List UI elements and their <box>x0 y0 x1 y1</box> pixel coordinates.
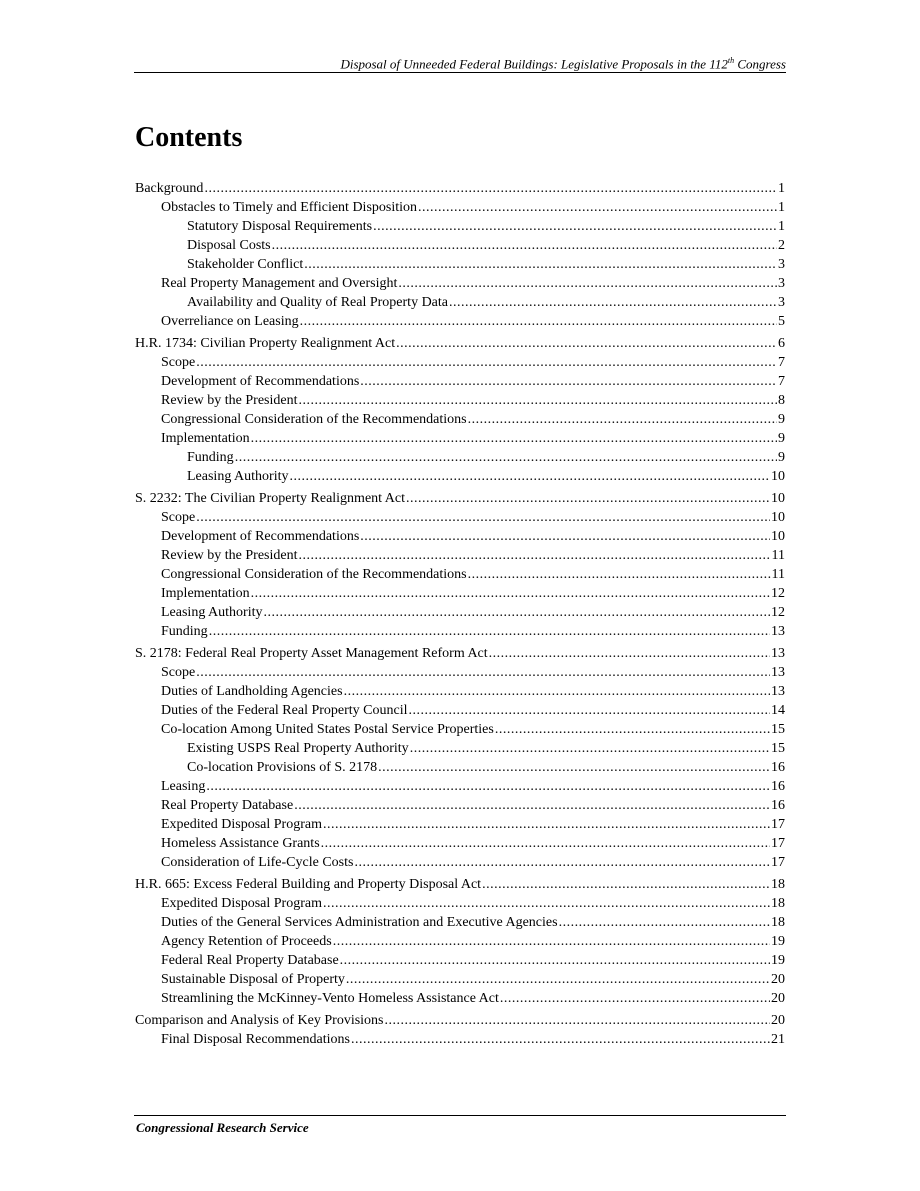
toc-entry-page: 1 <box>778 200 785 215</box>
toc-entry-title: Overreliance on Leasing <box>161 314 299 329</box>
toc-leader-dots <box>378 758 770 777</box>
toc-entry-title: Scope <box>161 665 196 680</box>
toc-entry-title: Background <box>135 181 204 196</box>
toc-entry[interactable] <box>135 429 785 448</box>
toc-leader-dots <box>398 274 777 293</box>
toc-entry-page: 11 <box>771 567 785 582</box>
toc-leader-dots <box>300 312 777 331</box>
toc-entry[interactable] <box>135 970 785 989</box>
toc-entry[interactable] <box>135 777 785 796</box>
toc-entry-page: 10 <box>771 491 785 506</box>
toc-entry-page: 2 <box>778 238 785 253</box>
toc-entry[interactable] <box>135 334 785 353</box>
toc-entry[interactable] <box>135 682 785 701</box>
running-header <box>134 56 786 72</box>
toc-leader-dots <box>196 663 770 682</box>
toc-entry[interactable] <box>135 293 785 312</box>
toc-entry-title: Development of Recommendations <box>161 374 360 389</box>
toc-leader-dots <box>251 584 770 603</box>
page-title: Contents <box>135 122 243 153</box>
header-text-end: Congress <box>734 56 786 72</box>
toc-leader-dots <box>323 894 770 913</box>
toc-entry-title: Congressional Consideration of the Recommendations <box>161 567 467 582</box>
toc-entry-title: Availability and Quality of Real Property Data <box>187 295 449 310</box>
toc-entry-page: 10 <box>771 510 785 525</box>
toc-entry-page: 19 <box>771 953 785 968</box>
toc-leader-dots <box>559 913 770 932</box>
toc-entry[interactable] <box>135 932 785 951</box>
toc-entry-page: 19 <box>771 934 785 949</box>
toc-leader-dots <box>385 1011 771 1030</box>
toc-entry-title: Review by the President <box>161 393 298 408</box>
toc-leader-dots <box>396 334 777 353</box>
toc-entry-page: 18 <box>771 915 785 930</box>
toc-leader-dots <box>409 701 771 720</box>
toc-entry-title: Co-location Provisions of S. 2178 <box>187 760 378 775</box>
toc-entry-title: Final Disposal Recommendations <box>161 1032 350 1047</box>
toc-entry-page: 18 <box>771 877 785 892</box>
toc-entry-page: 3 <box>778 276 785 291</box>
toc-leader-dots <box>272 236 777 255</box>
toc-leader-dots <box>500 989 770 1008</box>
toc-entry-page: 3 <box>778 257 785 272</box>
toc-entry-page: 15 <box>771 741 785 756</box>
toc-entry-page: 13 <box>771 624 785 639</box>
toc-entry-title: Congressional Consideration of the Recommendations <box>161 412 467 427</box>
toc-leader-dots <box>304 255 777 274</box>
toc-entry[interactable] <box>135 603 785 622</box>
toc-entry[interactable] <box>135 796 785 815</box>
toc-entry-title: H.R. 1734: Civilian Property Realignment Act <box>135 336 396 351</box>
toc-entry[interactable] <box>135 527 785 546</box>
toc-entry-page: 7 <box>778 374 785 389</box>
toc-entry-page: 12 <box>771 605 785 620</box>
toc-entry[interactable] <box>135 410 785 429</box>
toc-entry-page: 16 <box>771 760 785 775</box>
toc-entry[interactable] <box>135 255 785 274</box>
toc-leader-dots <box>354 853 770 872</box>
toc-entry-title: Sustainable Disposal of Property <box>161 972 345 987</box>
header-superscript: th <box>727 56 735 65</box>
toc-leader-dots <box>196 508 770 527</box>
toc-entry-title: S. 2232: The Civilian Property Realignment Act <box>135 491 405 506</box>
toc-entry-title: Leasing Authority <box>187 469 289 484</box>
toc-entry-page: 16 <box>771 798 785 813</box>
toc-entry-page: 14 <box>771 703 785 718</box>
toc-entry[interactable] <box>135 951 785 970</box>
toc-entry-page: 12 <box>771 586 785 601</box>
toc-entry[interactable] <box>135 565 785 584</box>
toc-entry-title: Existing USPS Real Property Authority <box>187 741 409 756</box>
toc-entry-title: Homeless Assistance Grants <box>161 836 320 851</box>
toc-entry-page: 17 <box>771 836 785 851</box>
toc-entry-title: Duties of Landholding Agencies <box>161 684 343 699</box>
toc-entry[interactable] <box>135 720 785 739</box>
toc-entry[interactable] <box>135 644 785 663</box>
toc-entry[interactable] <box>135 236 785 255</box>
toc-leader-dots <box>251 429 777 448</box>
toc-leader-dots <box>360 527 770 546</box>
toc-entry-page: 8 <box>778 393 785 408</box>
header-text: Disposal of Unneeded Federal Buildings: Legislative Proposals in the 112 <box>340 56 728 72</box>
toc-entry-page: 18 <box>771 896 785 911</box>
toc-entry[interactable] <box>135 989 785 1008</box>
toc-leader-dots <box>206 777 770 796</box>
toc-entry[interactable] <box>135 508 785 527</box>
toc-entry-title: Duties of the Federal Real Property Council <box>161 703 408 718</box>
toc-leader-dots <box>235 448 777 467</box>
toc-entry-page: 16 <box>771 779 785 794</box>
toc-leader-dots <box>373 217 777 236</box>
toc-leader-dots <box>418 198 777 217</box>
toc-leader-dots <box>290 467 771 486</box>
toc-entry-page: 20 <box>771 991 785 1006</box>
footer-rule <box>134 1115 786 1116</box>
toc-entry[interactable] <box>135 584 785 603</box>
toc-entry-title: Real Property Database <box>161 798 294 813</box>
toc-entry-title: Streamlining the McKinney-Vento Homeless Assistance Act <box>161 991 499 1006</box>
toc-entry-title: Implementation <box>161 431 250 446</box>
toc-entry[interactable] <box>135 489 785 508</box>
toc-leader-dots <box>489 644 770 663</box>
toc-entry[interactable] <box>135 1011 785 1030</box>
toc-entry[interactable] <box>135 875 785 894</box>
toc-leader-dots <box>298 546 770 565</box>
toc-entry-page: 20 <box>771 972 785 987</box>
toc-entry-page: 9 <box>778 450 785 465</box>
toc-entry-title: Expedited Disposal Program <box>161 817 322 832</box>
running-footer: Congressional Research Service <box>136 1120 309 1135</box>
toc-leader-dots <box>482 875 770 894</box>
toc-leader-dots <box>406 489 770 508</box>
toc-entry-page: 13 <box>771 646 785 661</box>
toc-entry[interactable] <box>135 217 785 236</box>
toc-entry[interactable] <box>135 179 785 198</box>
toc-entry-title: Co-location Among United States Postal Service Properties <box>161 722 494 737</box>
toc-entry-title: Obstacles to Timely and Efficient Disposition <box>161 200 418 215</box>
toc-entry[interactable] <box>135 739 785 758</box>
toc-entry[interactable] <box>135 913 785 932</box>
toc-entry-title: Implementation <box>161 586 250 601</box>
toc-entry[interactable] <box>135 834 785 853</box>
toc-entry-page: 15 <box>771 722 785 737</box>
toc-entry-title: S. 2178: Federal Real Property Asset Management Reform Act <box>135 646 488 661</box>
toc-entry[interactable] <box>135 448 785 467</box>
toc-entry-page: 10 <box>771 469 785 484</box>
toc-leader-dots <box>344 682 770 701</box>
toc-entry[interactable] <box>135 198 785 217</box>
toc-entry-title: Consideration of Life-Cycle Costs <box>161 855 354 870</box>
toc-leader-dots <box>449 293 777 312</box>
toc-leader-dots <box>321 834 770 853</box>
toc-entry[interactable] <box>135 274 785 293</box>
toc-entry-title: Expedited Disposal Program <box>161 896 322 911</box>
toc-entry[interactable] <box>135 546 785 565</box>
toc-entry[interactable] <box>135 467 785 486</box>
toc-leader-dots <box>333 932 770 951</box>
table-of-contents <box>135 176 785 1049</box>
toc-entry-title: Funding <box>161 624 208 639</box>
header-rule <box>134 72 786 73</box>
toc-leader-dots <box>294 796 770 815</box>
toc-entry-page: 7 <box>778 355 785 370</box>
toc-entry-title: Duties of the General Services Administration and Executive Agencies <box>161 915 558 930</box>
toc-leader-dots <box>468 410 777 429</box>
toc-entry-page: 1 <box>778 181 785 196</box>
toc-entry[interactable] <box>135 758 785 777</box>
toc-entry-title: Statutory Disposal Requirements <box>187 219 373 234</box>
toc-leader-dots <box>340 951 770 970</box>
toc-entry-page: 9 <box>778 412 785 427</box>
toc-entry-page: 13 <box>771 684 785 699</box>
toc-entry-page: 11 <box>771 548 785 563</box>
toc-entry-title: Development of Recommendations <box>161 529 360 544</box>
toc-entry-page: 21 <box>771 1032 785 1047</box>
toc-entry-title: Comparison and Analysis of Key Provisions <box>135 1013 384 1028</box>
toc-entry[interactable] <box>135 372 785 391</box>
toc-entry-page: 1 <box>778 219 785 234</box>
toc-entry-page: 13 <box>771 665 785 680</box>
toc-leader-dots <box>410 739 770 758</box>
toc-leader-dots <box>298 391 777 410</box>
toc-entry-title: Stakeholder Conflict <box>187 257 304 272</box>
toc-entry-page: 6 <box>778 336 785 351</box>
toc-entry-title: Leasing <box>161 779 206 794</box>
toc-leader-dots <box>204 179 777 198</box>
toc-leader-dots <box>360 372 777 391</box>
toc-leader-dots <box>264 603 771 622</box>
toc-entry[interactable] <box>135 622 785 641</box>
toc-entry[interactable] <box>135 663 785 682</box>
toc-entry[interactable] <box>135 312 785 331</box>
toc-entry-page: 20 <box>771 1013 785 1028</box>
toc-entry-title: Review by the President <box>161 548 298 563</box>
toc-leader-dots <box>209 622 770 641</box>
toc-entry[interactable] <box>135 894 785 913</box>
toc-leader-dots <box>351 1030 770 1049</box>
toc-leader-dots <box>346 970 770 989</box>
toc-entry-title: Leasing Authority <box>161 605 263 620</box>
toc-entry[interactable] <box>135 701 785 720</box>
toc-leader-dots <box>196 353 777 372</box>
toc-entry-title: Agency Retention of Proceeds <box>161 934 332 949</box>
toc-leader-dots <box>468 565 771 584</box>
toc-entry[interactable] <box>135 853 785 872</box>
toc-leader-dots <box>323 815 770 834</box>
toc-leader-dots <box>495 720 770 739</box>
toc-entry-page: 17 <box>771 855 785 870</box>
toc-entry-title: Disposal Costs <box>187 238 271 253</box>
toc-entry-title: Funding <box>187 450 234 465</box>
toc-entry[interactable] <box>135 1030 785 1049</box>
toc-entry-page: 10 <box>771 529 785 544</box>
toc-entry-page: 3 <box>778 295 785 310</box>
toc-entry-title: H.R. 665: Excess Federal Building and Property Disposal Act <box>135 877 482 892</box>
toc-entry-title: Scope <box>161 355 196 370</box>
toc-entry-page: 9 <box>778 431 785 446</box>
toc-entry[interactable] <box>135 353 785 372</box>
toc-entry-title: Scope <box>161 510 196 525</box>
toc-entry-page: 17 <box>771 817 785 832</box>
toc-entry-title: Federal Real Property Database <box>161 953 339 968</box>
toc-entry[interactable] <box>135 815 785 834</box>
toc-entry-title: Real Property Management and Oversight <box>161 276 398 291</box>
toc-entry[interactable] <box>135 391 785 410</box>
toc-entry-page: 5 <box>778 314 785 329</box>
